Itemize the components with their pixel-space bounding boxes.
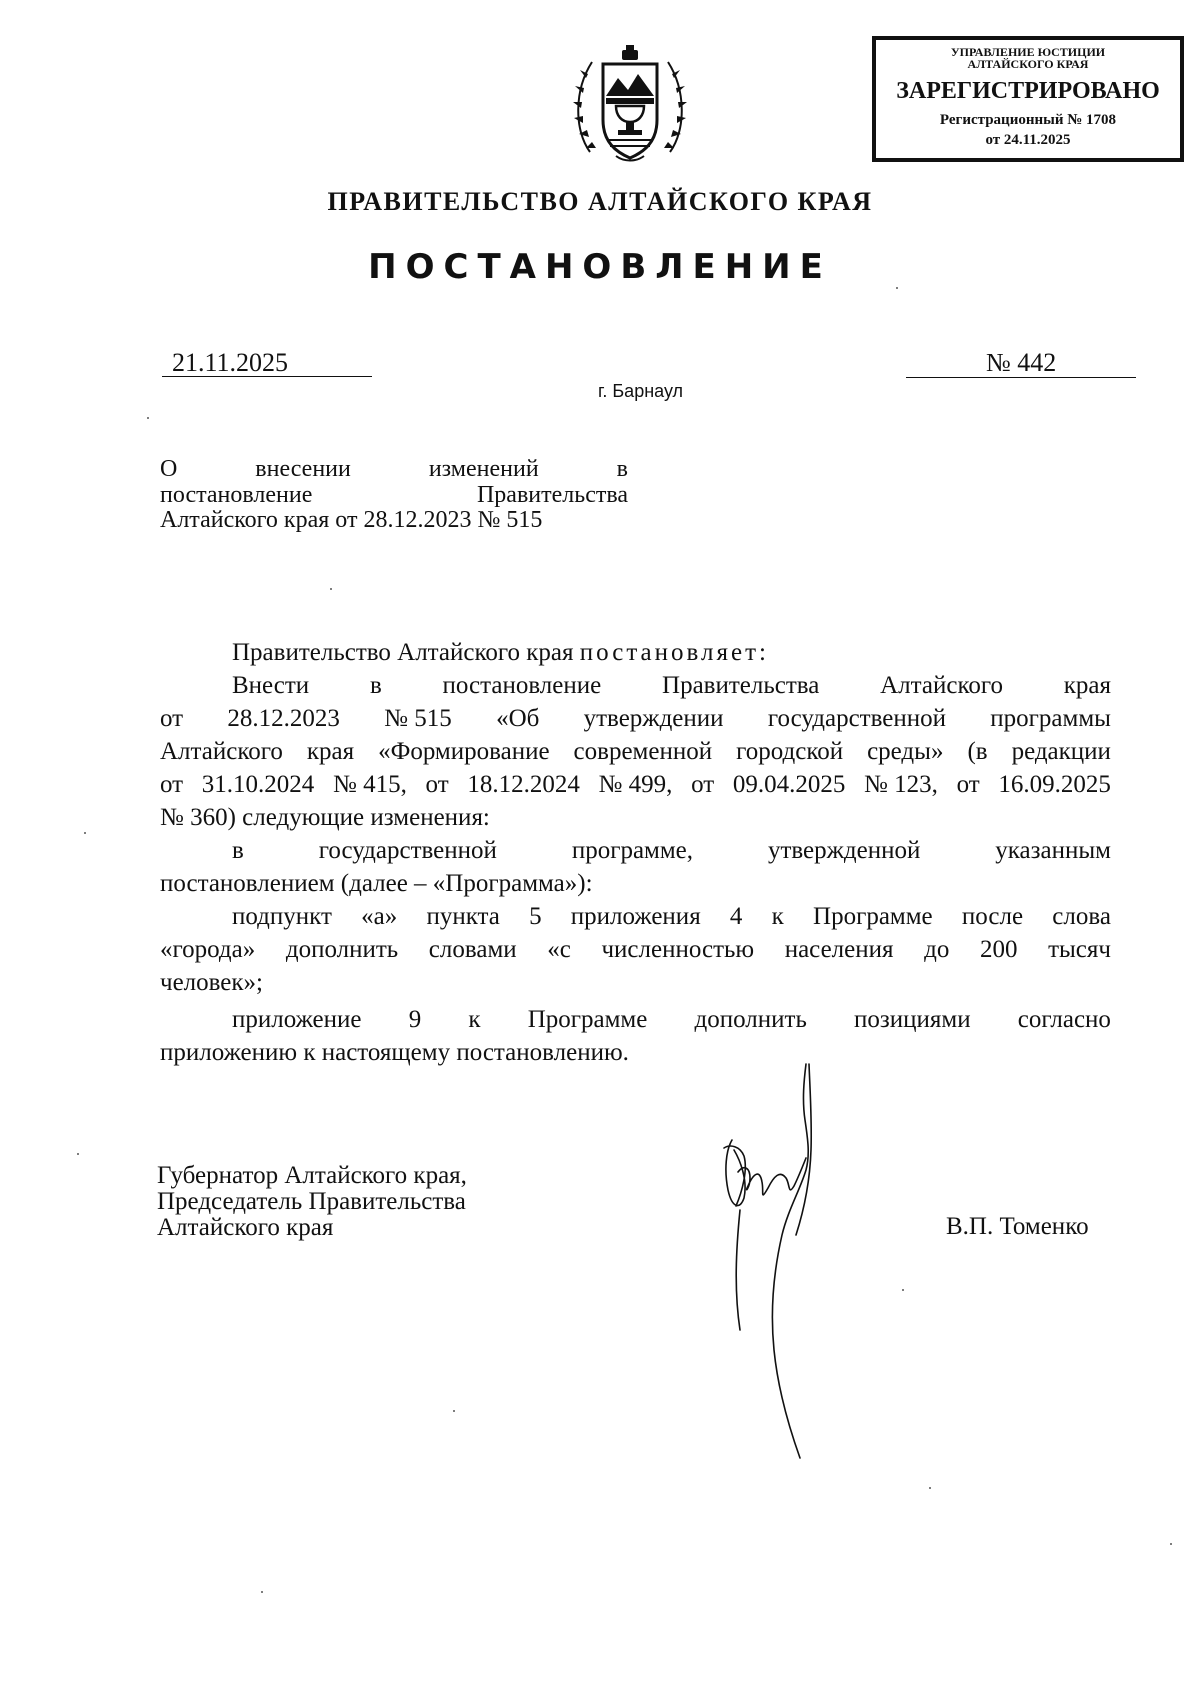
- word: к: [468, 1006, 481, 1033]
- word: 16.09.2025: [998, 771, 1111, 798]
- word: О: [160, 456, 178, 482]
- body-line: человек»;: [160, 969, 263, 996]
- scan-speck: [896, 287, 898, 289]
- word: приложение: [232, 1006, 362, 1033]
- word: 200: [979, 936, 1018, 963]
- word: края: [306, 738, 355, 765]
- word: к: [771, 903, 784, 930]
- word: «а»: [361, 903, 398, 930]
- scan-speck: [84, 832, 86, 834]
- preamble: [232, 636, 769, 669]
- scan-speck: [929, 1487, 931, 1489]
- body-line: [160, 768, 1111, 801]
- subject-line-3: Алтайского края от 28.12.2023 № 515: [160, 507, 543, 533]
- stamp-reg-number: Регистрационный № 1708: [939, 112, 1117, 128]
- stamp-reg-date: от 24.11.2025: [985, 132, 1071, 148]
- body-line: [160, 735, 1111, 768]
- word: 09.04.2025: [732, 771, 846, 798]
- word: от: [425, 771, 449, 798]
- word: в: [616, 456, 628, 482]
- stamp-authority-line2: АЛТАЙСКОГО КРАЯ: [967, 57, 1089, 71]
- word: Программе: [527, 1006, 648, 1033]
- body-line: [232, 900, 1111, 933]
- signatory-title-line1: Губернатор Алтайского края,: [157, 1162, 467, 1189]
- word: постановление: [442, 672, 602, 699]
- signatory-title-line3: Алтайского края: [157, 1214, 334, 1241]
- stamp-status: ЗАРЕГИСТРИРОВАНО: [896, 78, 1160, 104]
- subject-line-2: [160, 482, 628, 509]
- document-city: г. Барнаул: [598, 381, 684, 401]
- body-line: [160, 933, 1111, 966]
- body-line: [232, 1003, 1111, 1036]
- word: Правительства: [476, 482, 628, 508]
- word: приложения: [570, 903, 701, 930]
- body-line: постановлением (далее – «Программа»):: [160, 870, 593, 897]
- word: Алтайского: [880, 672, 1003, 699]
- document-number: № 442: [986, 348, 1057, 377]
- word: тысяч: [1048, 936, 1111, 963]
- signatory-name: В.П. Томенко: [946, 1213, 1089, 1240]
- word: городской: [736, 738, 844, 765]
- body-line: [160, 702, 1111, 735]
- altai-krai-coat-of-arms-icon: [570, 44, 690, 168]
- word: (в: [967, 738, 988, 765]
- document-date: 21.11.2025: [172, 348, 289, 377]
- word: 18.12.2024: [467, 771, 580, 798]
- word: № 123,: [864, 771, 938, 798]
- word: редакции: [1011, 738, 1111, 765]
- word: утверждении: [583, 705, 724, 732]
- body-line: № 360) следующие изменения:: [160, 804, 490, 831]
- word: «Об: [496, 705, 540, 732]
- word: позициями: [854, 1006, 971, 1033]
- word: государственной: [767, 705, 946, 732]
- word: Правительства: [662, 672, 820, 699]
- scan-speck: [453, 1410, 455, 1412]
- government-title: ПРАВИТЕЛЬСТВО АЛТАЙСКОГО КРАЯ: [327, 187, 873, 216]
- scan-speck: [261, 1591, 263, 1593]
- date-underline: [162, 376, 372, 377]
- word: Алтайского: [160, 738, 283, 765]
- body-line: [232, 669, 1111, 702]
- number-underline: [906, 377, 1136, 378]
- word: 4: [729, 903, 743, 930]
- word: дополнить: [285, 936, 399, 963]
- word: от: [956, 771, 980, 798]
- signatory-title-line2: Председатель Правительства: [157, 1188, 466, 1215]
- word: пункта: [426, 903, 500, 930]
- preamble-start: Правительство Алтайского края: [232, 639, 580, 666]
- word: изменений: [428, 456, 539, 482]
- handwritten-signature: [710, 1060, 840, 1460]
- document-type-title: ПОСТАНОВЛЕНИЕ: [368, 247, 832, 287]
- word: согласно: [1017, 1006, 1111, 1033]
- word: указанным: [995, 837, 1111, 864]
- registration-stamp: [872, 36, 1184, 162]
- word: 9: [408, 1006, 422, 1033]
- word: 5: [529, 903, 542, 930]
- body-line: приложению к настоящему постановлению.: [160, 1039, 629, 1066]
- word: внесении: [255, 456, 351, 482]
- word: Программе: [813, 903, 933, 930]
- word: № 515: [384, 705, 452, 732]
- scan-speck: [147, 417, 149, 419]
- word: № 415,: [332, 771, 407, 798]
- word: программе,: [571, 837, 694, 864]
- word: словами: [428, 936, 517, 963]
- word: до: [924, 936, 950, 963]
- word: «с: [547, 936, 571, 963]
- word: в: [232, 837, 244, 864]
- word: «Формирование: [378, 738, 550, 765]
- scan-speck: [902, 1289, 904, 1291]
- word: 31.10.2024: [201, 771, 315, 798]
- body-line: [232, 834, 1111, 867]
- word: Внести: [232, 672, 310, 699]
- word: программы: [990, 705, 1111, 732]
- scan-speck: [1170, 1543, 1172, 1545]
- word: численностью: [601, 936, 755, 963]
- preamble-verb: постановляет:: [579, 639, 769, 666]
- word: постановление: [160, 482, 313, 508]
- word: среды»: [867, 738, 944, 765]
- word: «города»: [160, 936, 256, 963]
- word: в: [369, 672, 382, 699]
- word: дополнить: [694, 1006, 807, 1033]
- word: подпункт: [232, 903, 332, 930]
- word: 28.12.2023: [227, 705, 340, 732]
- word: № 499,: [598, 771, 673, 798]
- word: населения: [784, 936, 894, 963]
- word: государственной: [318, 837, 497, 864]
- word: от: [160, 705, 184, 732]
- word: утвержденной: [767, 837, 921, 864]
- subject-line-1: [160, 456, 628, 483]
- word: после: [961, 903, 1024, 930]
- scan-speck: [330, 588, 332, 590]
- word: современной: [573, 738, 713, 765]
- word: от: [691, 771, 715, 798]
- word: слова: [1052, 903, 1111, 930]
- scan-speck: [77, 1153, 79, 1155]
- word: от: [160, 771, 184, 798]
- word: края: [1063, 672, 1111, 699]
- stamp-authority-line1: УПРАВЛЕНИЕ ЮСТИЦИИ: [950, 45, 1106, 59]
